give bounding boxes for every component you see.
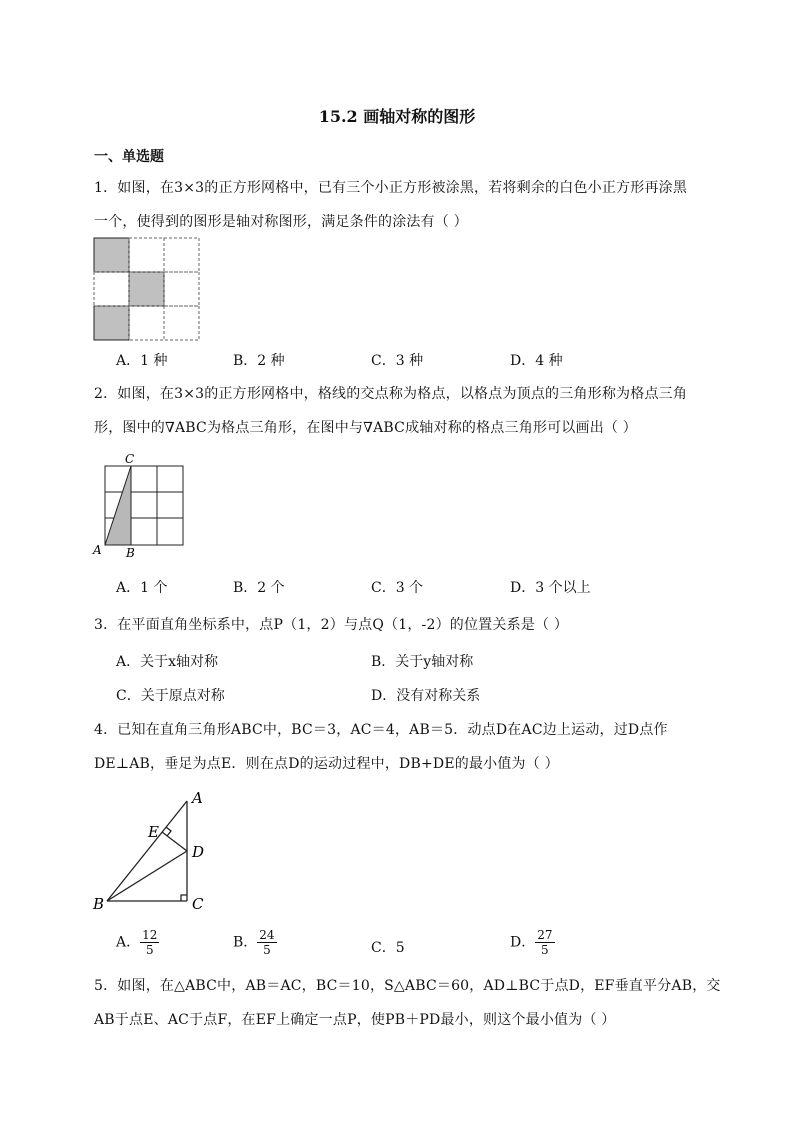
q4-option-a-fraction: $\frac{12}{5}$ — [142, 928, 158, 957]
q2-triangle-abc — [105, 466, 131, 545]
q1-text-line2: 一个，使得到的图形是轴对称图形，满足条件的涂法有（ ） — [94, 214, 468, 230]
q2-label-b: B — [126, 546, 135, 560]
q4-option-b-fraction: $\frac{24}{5}$ — [259, 928, 275, 957]
q2-option-b[interactable]: B．2 个 — [233, 580, 285, 596]
q1-option-a[interactable]: A．1 种 — [116, 353, 168, 369]
q4-option-b[interactable] — [233, 928, 277, 957]
q2-label-c: C — [125, 452, 135, 466]
q4-option-a-prefix: A． — [116, 934, 141, 951]
section-heading: 一、单选题 — [94, 149, 164, 165]
q4-label-e: E — [148, 823, 159, 841]
q1-option-b[interactable]: B．2 种 — [233, 353, 285, 369]
q2-text-line2: 形，图中的∇ABC为格点三角形，在图中与∇ABC成轴对称的格点三角形可以画出（ ） — [94, 420, 637, 436]
q1-text-line1: 1．如图，在3×3的正方形网格中，已有三个小正方形被涂黑，若将剩余的白色小正方形再涂黑 — [94, 180, 688, 196]
q1-grid-figure — [92, 236, 202, 342]
q3-option-b[interactable]: B．关于y轴对称 — [371, 654, 474, 670]
q1-option-d[interactable]: D．4 种 — [510, 353, 563, 369]
page-title: 15.2 画轴对称的图形 — [318, 107, 476, 126]
q1-shaded-cell — [94, 238, 129, 272]
q4-option-a[interactable] — [116, 928, 159, 957]
q4-option-d-fraction: $\frac{27}{5}$ — [537, 928, 553, 957]
q1-shaded-cell — [94, 306, 129, 340]
q1-option-c[interactable]: C．3 种 — [371, 353, 424, 369]
q5-text-line1: 5．如图，在△ABC中，AB＝AC，BC＝10，S△ABC＝60，AD⊥BC于点D，EF垂直平分AB，交 — [94, 978, 721, 994]
q3-option-c[interactable]: C．关于原点对称 — [116, 688, 225, 704]
q2-grid-figure — [90, 450, 190, 560]
q4-label-b: B — [93, 895, 105, 913]
q5-text-line2: AB于点E、AC于点F，在EF上确定一点P，使PB＋PD最小，则这个最小值为（ ） — [94, 1012, 616, 1028]
q4-label-a: A — [192, 789, 203, 807]
q2-option-a[interactable]: A．1 个 — [116, 580, 168, 596]
q2-option-d[interactable]: D．3 个以上 — [510, 580, 591, 596]
q4-option-d[interactable] — [510, 928, 555, 957]
q4-option-b-prefix: B． — [233, 934, 258, 951]
q4-text-line2: DE⊥AB，垂足为点E．则在点D的运动过程中，DB+DE的最小值为（ ） — [94, 756, 559, 772]
q4-triangle-figure — [88, 786, 218, 914]
q2-text-line1: 2．如图，在3×3的正方形网格中，格线的交点称为格点，以格点为顶点的三角形称为格点三角 — [94, 386, 688, 402]
q4-option-c[interactable]: C．5 — [371, 940, 405, 956]
q4-option-d-prefix: D． — [510, 934, 536, 951]
q2-label-a: A — [93, 543, 102, 557]
q4-label-d: D — [192, 843, 205, 861]
q3-option-d[interactable]: D．没有对称关系 — [371, 688, 481, 704]
q3-option-a[interactable]: A．关于x轴对称 — [116, 654, 219, 670]
q1-shaded-cell — [129, 272, 164, 306]
q2-option-c[interactable]: C．3 个 — [371, 580, 424, 596]
q4-label-c: C — [192, 895, 204, 913]
q4-text-line1: 4．已知在直角三角形ABC中，BC＝3，AC＝4，AB＝5．动点D在AC边上运动，过D点作 — [94, 722, 668, 738]
q3-text-line1: 3．在平面直角坐标系中，点P（1，2）与点Q（1，-2）的位置关系是（ ） — [94, 617, 569, 633]
